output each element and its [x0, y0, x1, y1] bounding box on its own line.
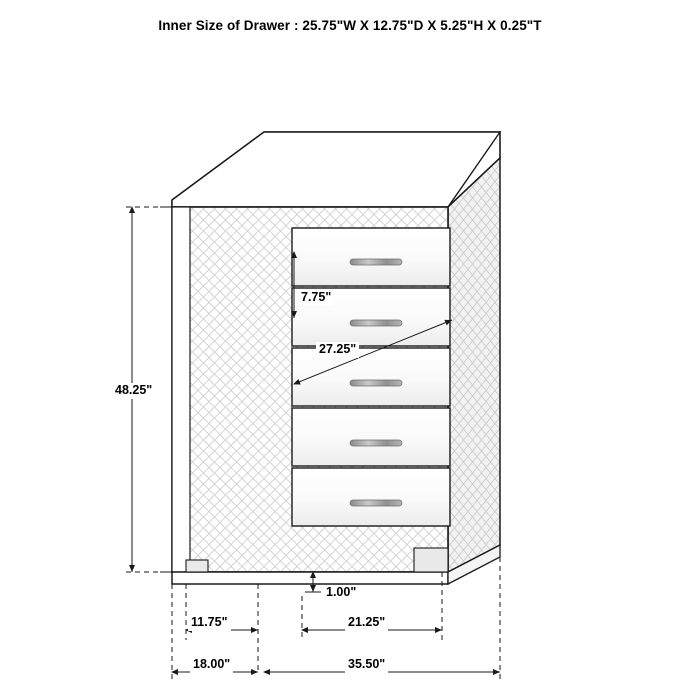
dim-label-drawer-front-height: 7.75"	[298, 290, 334, 306]
drawer-1[interactable]	[292, 228, 450, 286]
drawer-handle-icon	[350, 380, 402, 386]
page-title: Inner Size of Drawer : 25.75"W X 12.75"D X 5.25"H X 0.25"T	[158, 18, 542, 33]
dim-label-overall-height: 48.25"	[112, 383, 155, 399]
right-foot	[414, 548, 448, 572]
top-panel	[172, 132, 500, 207]
dim-label-drawer-front-width: 27.25"	[316, 342, 359, 358]
right-side-panel	[448, 158, 500, 572]
drawer-handle-icon	[350, 440, 402, 446]
dim-label-overall-depth: 18.00"	[190, 657, 233, 673]
drawer-handle-icon	[350, 320, 402, 326]
dim-label-foot-span: 21.25"	[345, 615, 388, 631]
drawer-handle-icon	[350, 259, 402, 265]
left-stile	[172, 207, 190, 572]
dim-label-side-depth: 11.75"	[188, 615, 231, 631]
drawer-5[interactable]	[292, 468, 450, 526]
chest-body	[172, 132, 500, 584]
left-foot	[186, 560, 208, 572]
drawer-handle-icon	[350, 500, 402, 506]
dim-label-overall-width: 35.50"	[345, 657, 388, 673]
dim-label-base-clearance: 1.00"	[323, 585, 359, 601]
drawer-4[interactable]	[292, 408, 450, 466]
